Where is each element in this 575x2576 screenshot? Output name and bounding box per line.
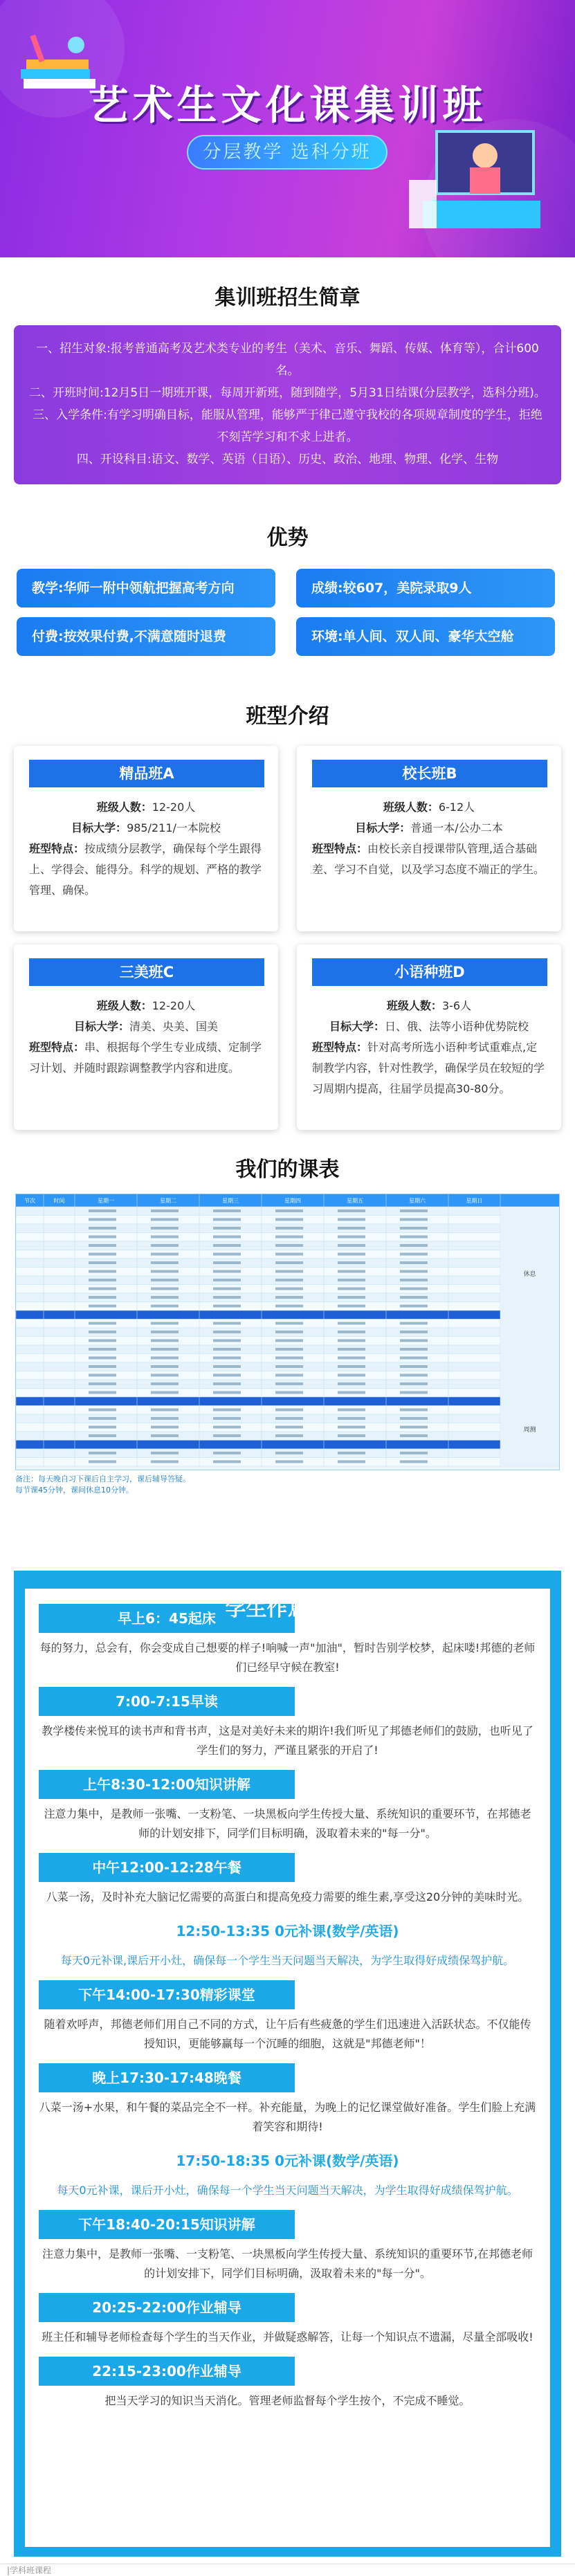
timetable-cell-text: [275, 1340, 303, 1342]
timetable-image: [15, 1194, 560, 1470]
timetable-cell-text: [400, 1382, 428, 1385]
timetable-cell-text: [151, 1391, 179, 1394]
timetable-side-label: 休息: [523, 1271, 536, 1278]
class-card: [14, 746, 278, 931]
timetable-cell-text: [400, 1331, 428, 1333]
timetable-cell-text: [213, 1227, 241, 1230]
timetable-cell-text: [338, 1348, 365, 1351]
timetable-cell-text: [400, 1270, 428, 1273]
timetable-row: [16, 1397, 559, 1406]
timetable-cell-text: [89, 1322, 116, 1325]
timetable-grid: [16, 1194, 559, 1470]
timetable-note: 每节课45分钟，课间休息10分钟。: [15, 1486, 134, 1495]
timetable-cell-text: [338, 1209, 365, 1212]
timetable-cell-text: [275, 1382, 303, 1385]
timetable-cell-text: [400, 1452, 428, 1454]
timetable-cell-text: [275, 1227, 303, 1230]
timetable-header-cell: 星期五: [347, 1198, 363, 1204]
recruit-line: 四、开设科目:语文、数学、英语（日语）、历史、政治、地理、物理、化学、生物: [76, 453, 499, 466]
timetable-cell-text: [213, 1461, 241, 1463]
timetable-cell-text: [338, 1374, 365, 1377]
timetable-cell-text: [338, 1331, 365, 1333]
timetable-header-cell: 节次: [24, 1198, 35, 1204]
timetable-cell-text: [213, 1417, 241, 1420]
timetable-cell-text: [89, 1452, 116, 1454]
class-name: 精品班A: [29, 760, 264, 787]
timetable-cell-text: [338, 1452, 365, 1454]
timetable-cell-text: [338, 1227, 365, 1230]
label: 班型特点：: [29, 1041, 85, 1054]
timetable-header-cell: 星期二: [160, 1198, 176, 1204]
timetable-cell-text: [338, 1417, 365, 1420]
schedule-time: 中午12:00-12:28午餐: [39, 1853, 295, 1882]
schedule-text: 把当天学习的知识当天消化。管理老师监督每个学生按个，不完成不睡觉。: [104, 2394, 471, 2407]
timetable-cell-text: [275, 1461, 303, 1463]
timetable-cell-text: [89, 1382, 116, 1385]
recruit-heading: 集训班招生简章: [215, 286, 360, 310]
timetable-cell-text: [338, 1365, 365, 1368]
label: 目标大学：: [71, 821, 127, 834]
timetable-cell-text: [213, 1296, 241, 1299]
timetable-cell-text: [400, 1279, 428, 1281]
timetable-header-cell: 星期六: [409, 1198, 426, 1204]
recruit-line: 三、入学条件:有学习明确目标，能服从管理，能够严于律己遵守我校的各项规章制度的学生，拒绝不刻苦学习和不求上进者。: [33, 408, 542, 444]
timetable-cell-text: [89, 1409, 116, 1412]
timetable-cell-text: [89, 1279, 116, 1281]
timetable-cell-text: [151, 1434, 179, 1437]
timetable-cell-text: [89, 1348, 116, 1351]
timetable-cell-text: [151, 1348, 179, 1351]
class-target: 普通一本/公办二本: [410, 821, 503, 834]
timetable-cell-text: [151, 1261, 179, 1264]
timetable-cell-text: [89, 1236, 116, 1239]
timetable-cell-text: [275, 1434, 303, 1437]
timetable-cell-text: [151, 1236, 179, 1239]
label: 班级人数：: [383, 801, 439, 814]
timetable-cell-text: [151, 1244, 179, 1247]
timetable-cell-text: [89, 1391, 116, 1394]
timetable-cell-text: [275, 1296, 303, 1299]
timetable-cell-text: [400, 1365, 428, 1368]
class-card: [14, 944, 278, 1130]
schedule-time: 7:00-7:15早读: [39, 1687, 295, 1716]
timetable-cell-text: [338, 1279, 365, 1281]
timetable-cell-text: [338, 1340, 365, 1342]
timetable-cell-text: [213, 1270, 241, 1273]
timetable-cell-text: [151, 1365, 179, 1368]
class-card: [297, 944, 561, 1130]
banner-subtitle: 分层教学 选科分班: [187, 135, 387, 170]
timetable-cell-text: [338, 1426, 365, 1429]
label: 目标大学：: [355, 821, 411, 834]
timetable-cell-text: [213, 1348, 241, 1351]
timetable-cell-text: [338, 1461, 365, 1463]
advantage-item: 教学:华师一附中领航把握高考方向: [17, 569, 275, 608]
timetable-notes: [15, 1474, 560, 1496]
class-name: 校长班B: [312, 760, 547, 787]
timetable-cell-text: [400, 1305, 428, 1308]
timetable-cell-text: [89, 1244, 116, 1247]
advantage-item: 付费:按效果付费,不满意随时退费: [17, 617, 275, 656]
timetable-cell-text: [275, 1374, 303, 1377]
timetable-cell-text: [89, 1218, 116, 1221]
timetable-cell-text: [89, 1434, 116, 1437]
timetable-cell-text: [213, 1409, 241, 1412]
schedule-time: 20:25-22:00作业辅导: [39, 2293, 295, 2322]
timetable-cell-text: [275, 1244, 303, 1247]
recruit-box: [14, 325, 561, 484]
timetable-cell-text: [89, 1209, 116, 1212]
timetable-cell-text: [151, 1409, 179, 1412]
schedule-text: 八菜一汤，及时补充大脑记忆需要的高蛋白和提高免疫力需要的维生素,享受这20分钟的美味时光。: [46, 1890, 529, 1903]
timetable-cell-text: [275, 1365, 303, 1368]
timetable-cell-text: [151, 1296, 179, 1299]
timetable-note: 备注：每天晚自习下课后自主学习，课后辅导答疑。: [15, 1474, 190, 1483]
timetable-cell-text: [213, 1382, 241, 1385]
schedule-time: 17:50-18:35 0元补课(数学/英语): [176, 2153, 399, 2169]
timetable-cell-text: [213, 1374, 241, 1377]
schedule-time: 下午18:40-20:15知识讲解: [39, 2210, 295, 2239]
header-banner: [0, 0, 575, 257]
timetable-cell-text: [275, 1417, 303, 1420]
timetable-cell-text: [151, 1305, 179, 1308]
schedule-text: 每天0元补课，课后开小灶，确保每一个学生当天问题当天解决，为学生取得好成绩保驾护航。: [57, 2184, 518, 2197]
timetable-cell-text: [400, 1244, 428, 1247]
timetable-cell-text: [338, 1391, 365, 1394]
timetable-cell-text: [151, 1461, 179, 1463]
timetable-cell-text: [400, 1374, 428, 1377]
schedule-time: 下午14:00-17:30精彩课堂: [39, 1980, 295, 2009]
timetable-cell-text: [338, 1236, 365, 1239]
timetable-cell-text: [338, 1305, 365, 1308]
timetable-cell-text: [213, 1209, 241, 1212]
timetable-cell-text: [338, 1357, 365, 1360]
timetable-cell-text: [275, 1209, 303, 1212]
label: 班级人数：: [96, 999, 152, 1012]
class-count: 12-20人: [152, 999, 196, 1012]
timetable-cell-text: [400, 1227, 428, 1230]
class-feature: 串、根据每个学生专业成绩、定制学习计划、并随时跟踪调整教学内容和进度。: [29, 1041, 262, 1075]
timetable-row: [16, 1441, 559, 1450]
banner-title: 艺术生文化课集训班: [88, 82, 487, 129]
schedule-text: 班主任和辅导老师检查每个学生的当天作业，并做疑惑解答，让每一个知识点不遗漏，尽量全部吸收!: [42, 2330, 533, 2344]
timetable-cell-text: [151, 1340, 179, 1342]
timetable-cell-text: [275, 1322, 303, 1325]
schedule-inner: [25, 1589, 550, 2547]
timetable-cell-text: [89, 1261, 116, 1264]
timetable-cell-text: [151, 1227, 179, 1230]
timetable-cell-text: [213, 1305, 241, 1308]
timetable-cell-text: [338, 1261, 365, 1264]
advantages-heading: 优势: [266, 526, 309, 550]
timetable-cell-text: [338, 1296, 365, 1299]
schedule-text: 注意力集中，是教师一张嘴、一支粉笔、一块黑板向学生传授大量、系统知识的重要环节,在邦德老师的计划安排下，同学们目标明确，汲取着未来的"每一分"。: [42, 2247, 533, 2280]
timetable-cell-text: [213, 1357, 241, 1360]
timetable-cell-text: [213, 1426, 241, 1429]
class-feature: 针对高考所选小语种考试重难点,定制教学内容，针对性教学，确保学员在较短的学习周期内提高，往届学员提高30-80分。: [312, 1041, 545, 1095]
timetable-cell-text: [151, 1382, 179, 1385]
timetable-cell-text: [275, 1261, 303, 1264]
schedule-text: 八菜一汤+水果，和午餐的菜品完全不一样。补充能量，为晚上的记忆课堂做好准备。学生们脸上充满着笑容和期待!: [39, 2101, 536, 2133]
timetable-cell-text: [213, 1261, 241, 1264]
label: 班型特点：: [312, 842, 368, 855]
class-feature: 由校长亲自授课带队管理,适合基础差、学习不自觉，以及学习态度不端正的学生。: [312, 842, 545, 876]
timetable-cell-text: [275, 1331, 303, 1333]
timetable-cell-text: [89, 1461, 116, 1463]
timetable-cell-text: [89, 1374, 116, 1377]
class-count: 12-20人: [152, 801, 196, 814]
timetable-cell-text: [400, 1348, 428, 1351]
schedule-time: 22:15-23:00作业辅导: [39, 2357, 295, 2386]
timetable-cell-text: [338, 1409, 365, 1412]
timetable-cell-text: [89, 1417, 116, 1420]
timetable-cell-text: [400, 1357, 428, 1360]
class-name: 小语种班D: [312, 958, 547, 986]
class-target: 985/211/一本院校: [127, 821, 221, 834]
timetable-cell-text: [400, 1296, 428, 1299]
timetable-cell-text: [151, 1288, 179, 1290]
timetable-cell-text: [89, 1296, 116, 1299]
timetable-cell-text: [338, 1218, 365, 1221]
recruit-line: 二、开班时间:12月5日一期班开课，每周开新班，随到随学，5月31日结课(分层教学，选科分班)。: [29, 386, 546, 400]
timetable-cell-text: [89, 1426, 116, 1429]
timetable-row: [16, 1310, 559, 1319]
timetable-header-cell: 星期日: [466, 1198, 483, 1204]
timetable-cell-text: [400, 1426, 428, 1429]
label: 班型特点：: [29, 842, 85, 855]
label: 目标大学：: [73, 1020, 129, 1033]
timetable-cell-text: [151, 1417, 179, 1420]
timetable-cell-text: [213, 1279, 241, 1281]
schedule-text: 注意力集中，是教师一张嘴、一支粉笔、一块黑板向学生传授大量、系统知识的重要环节，在邦德老师的计划安排下，同学们目标明确，汲取着未来的"每一分"。: [44, 1807, 531, 1840]
timetable-cell-text: [338, 1382, 365, 1385]
timetable-cell-text: [213, 1253, 241, 1256]
timetable-cell-text: [213, 1365, 241, 1368]
timetable-cell-text: [275, 1409, 303, 1412]
schedule-text: 随着欢呼声，邦德老师们用自己不同的方式，让午后有些疲惫的学生们迅速进入活跃状态。不仅能传授知识，更能够赢每一个沉睡的细胞，这就是"邦德老师"！: [44, 2018, 531, 2050]
timetable-cell-text: [89, 1288, 116, 1290]
timetable-cell-text: [338, 1288, 365, 1290]
timetable-cell-text: [89, 1365, 116, 1368]
timetable-cell-text: [213, 1218, 241, 1221]
timetable-cell-text: [151, 1331, 179, 1333]
timetable-cell-text: [275, 1452, 303, 1454]
schedule-text: 教学楼传来悦耳的读书声和背书声，这是对美好未来的期许!我们听见了邦德老师们的鼓励，也听见了学生们的努力，严谨且紧张的开启了!: [42, 1724, 533, 1757]
advantage-item: 环境:单人间、双人间、豪华太空舱: [296, 617, 555, 656]
timetable-cell-text: [213, 1288, 241, 1290]
timetable-cell-text: [275, 1348, 303, 1351]
timetable-cell-text: [275, 1218, 303, 1221]
timetable-cell-text: [213, 1236, 241, 1239]
class-count: 6-12人: [438, 801, 475, 814]
schedule-panel: [14, 1571, 561, 2557]
timetable-cell-text: [400, 1391, 428, 1394]
timetable-cell-text: [213, 1452, 241, 1454]
timetable-cell-text: [400, 1288, 428, 1290]
timetable-cell-text: [151, 1374, 179, 1377]
timetable-cell-text: [400, 1218, 428, 1221]
classes-heading: 班型介绍: [246, 704, 329, 729]
timetable-cell-text: [400, 1434, 428, 1437]
timetable-cell-text: [151, 1253, 179, 1256]
timetable-cell-text: [151, 1279, 179, 1281]
footer: |学科班课程: [0, 2564, 575, 2574]
timetable-cell-text: [400, 1261, 428, 1264]
timetable-cell-text: [400, 1209, 428, 1212]
timetable-cell-text: [151, 1209, 179, 1212]
timetable-side-label: 周测: [523, 1427, 536, 1434]
timetable-cell-text: [89, 1270, 116, 1273]
timetable-heading: 我们的课表: [235, 1158, 340, 1182]
recruit-line: 一、招生对象:报考普通高考及艺术类专业的考生（美术、音乐、舞蹈、传媒、体育等），合计600名。: [36, 342, 539, 378]
schedule-time: 12:50-13:35 0元补课(数学/英语): [176, 1923, 399, 1939]
label: 班型特点：: [312, 1041, 368, 1054]
timetable-cell-text: [275, 1391, 303, 1394]
timetable-cell-text: [151, 1426, 179, 1429]
schedule-text: 每的努力，总会有，你会变成自己想要的样子!响喊一声"加油"，暂时告别学校梦，起床喽!邦德的老师们已经早守候在教室!: [39, 1641, 536, 1674]
timetable-cell-text: [213, 1434, 241, 1437]
class-target: 清美、央美、国美: [129, 1020, 219, 1033]
timetable-cell-text: [89, 1357, 116, 1360]
timetable-cell-text: [400, 1409, 428, 1412]
schedule-time: 上午8:30-12:00知识讲解: [39, 1770, 295, 1799]
timetable-cell-text: [89, 1227, 116, 1230]
timetable-header-cell: 星期一: [98, 1198, 114, 1204]
class-target: 日、俄、法等小语种优势院校: [385, 1020, 529, 1033]
class-card: [297, 746, 561, 931]
timetable-cell-text: [400, 1417, 428, 1420]
timetable-cell-text: [275, 1270, 303, 1273]
timetable-cell-text: [275, 1279, 303, 1281]
label: 班级人数：: [386, 999, 442, 1012]
timetable-cell-text: [275, 1305, 303, 1308]
timetable-cell-text: [275, 1253, 303, 1256]
timetable-cell-text: [151, 1357, 179, 1360]
timetable-cell-text: [213, 1331, 241, 1333]
timetable-cell-text: [151, 1218, 179, 1221]
timetable-cell-text: [213, 1391, 241, 1394]
timetable-cell-text: [338, 1244, 365, 1247]
timetable-cell-text: [213, 1340, 241, 1342]
schedule-text: 每天0元补课,课后开小灶，确保每一个学生当天问题当天解决，为学生取得好成绩保驾护航。: [60, 1954, 515, 1967]
timetable-cell-text: [338, 1434, 365, 1437]
timetable-cell-text: [338, 1322, 365, 1325]
timetable-cell-text: [338, 1270, 365, 1273]
timetable-cell-text: [400, 1340, 428, 1342]
timetable-header-cell: 星期三: [222, 1198, 239, 1204]
schedule-time: 早上6：45起床: [39, 1604, 295, 1633]
timetable-cell-text: [151, 1322, 179, 1325]
timetable-cell-text: [400, 1461, 428, 1463]
timetable-header-cell: 时间: [53, 1198, 65, 1204]
advantage-item: 成绩:较607，美院录取9人: [296, 569, 555, 608]
class-feature: 按成绩分层教学，确保每个学生跟得上、学得会、能得分。科学的规划、严格的教学管理、确保。: [29, 842, 262, 897]
class-name: 三美班C: [29, 958, 264, 986]
timetable-cell-text: [275, 1357, 303, 1360]
timetable-cell-text: [151, 1452, 179, 1454]
timetable-cell-text: [89, 1331, 116, 1333]
timetable-cell-text: [89, 1305, 116, 1308]
schedule-time: 晚上17:30-17:48晚餐: [39, 2063, 295, 2092]
timetable-cell-text: [275, 1236, 303, 1239]
label: 班级人数：: [96, 801, 152, 814]
timetable-cell-text: [213, 1322, 241, 1325]
timetable-cell-text: [400, 1253, 428, 1256]
timetable-cell-text: [275, 1426, 303, 1429]
class-count: 3-6人: [441, 999, 472, 1012]
timetable-cell-text: [89, 1253, 116, 1256]
schedule-heading: 学生作息时间: [225, 1597, 350, 1621]
timetable-cell-text: [151, 1270, 179, 1273]
timetable-cell-text: [400, 1236, 428, 1239]
teacher-screen-illustration: [409, 118, 547, 235]
timetable-cell-text: [213, 1244, 241, 1247]
label: 目标大学：: [329, 1020, 385, 1033]
timetable-header-cell: 星期四: [284, 1198, 301, 1204]
timetable-cell-text: [275, 1288, 303, 1290]
timetable-cell-text: [338, 1253, 365, 1256]
timetable-cell-text: [89, 1340, 116, 1342]
timetable-cell-text: [400, 1322, 428, 1325]
